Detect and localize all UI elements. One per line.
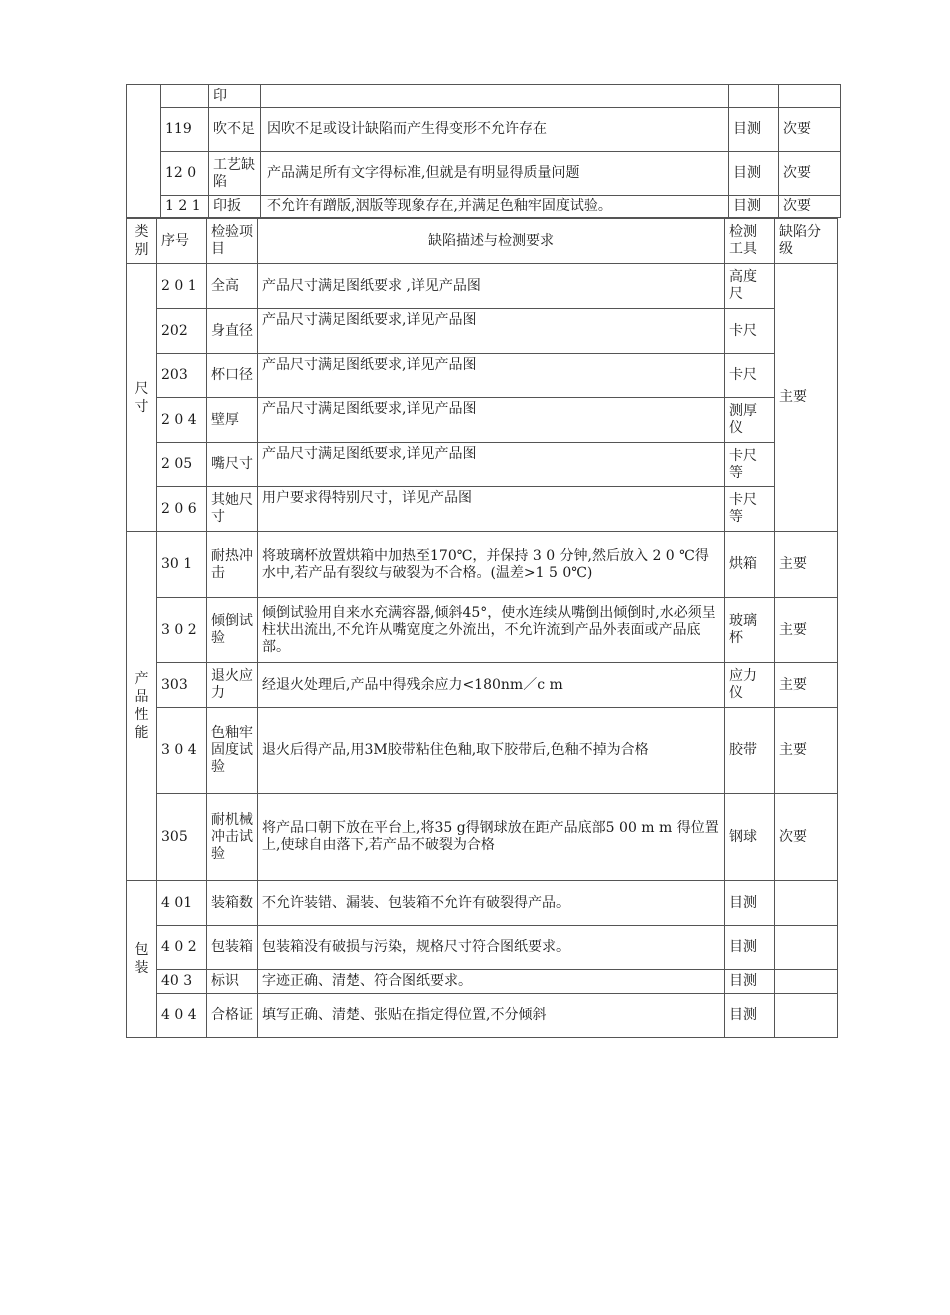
item-cell: 耐热冲击 <box>207 532 258 598</box>
table-header-row <box>127 219 838 264</box>
num-cell: 305 <box>157 794 207 881</box>
table-row <box>127 532 838 598</box>
table-row <box>127 309 838 354</box>
tool-cell: 卡尺 <box>725 354 775 398</box>
header-category: 类别 <box>127 219 157 264</box>
num-cell: 203 <box>157 354 207 398</box>
tool-cell: 目测 <box>729 196 779 218</box>
tool-cell: 卡尺 <box>725 309 775 354</box>
table-row <box>127 85 841 108</box>
tool-cell: 目测 <box>725 881 775 926</box>
item-cell: 身直径 <box>207 309 258 354</box>
grade-cell: 主要 <box>775 708 838 794</box>
table-row <box>127 487 838 532</box>
tool-cell: 目测 <box>729 152 779 196</box>
item-cell: 色釉牢固度试验 <box>207 708 258 794</box>
table-row <box>127 598 838 663</box>
num-cell: 4 01 <box>157 881 207 926</box>
header-grade: 缺陷分级 <box>775 219 838 264</box>
desc-cell: 产品尺寸满足图纸要求,详见产品图 <box>258 443 725 487</box>
tool-cell: 卡尺等 <box>725 487 775 532</box>
grade-cell: 主要 <box>775 532 838 598</box>
tool-cell: 应力仪 <box>725 663 775 708</box>
num-cell: 303 <box>157 663 207 708</box>
tool-cell: 钢球 <box>725 794 775 881</box>
table-row <box>127 663 838 708</box>
item-cell: 合格证 <box>207 994 258 1038</box>
num-cell: 2 0 6 <box>157 487 207 532</box>
desc-cell: 产品尺寸满足图纸要求,详见产品图 <box>258 309 725 354</box>
item-cell: 包装箱 <box>207 926 258 970</box>
tool-cell <box>729 85 779 108</box>
desc-cell: 倾倒试验用自来水充满容器,倾斜45°，使水连续从嘴倒出倾倒时,水必须呈柱状出流出,不允许从嘴宽度之外流出，不允许流到产品外表面或产品底部。 <box>258 598 725 663</box>
grade-cell: 次要 <box>779 152 841 196</box>
table-row <box>127 264 838 309</box>
top-continuation-table <box>126 84 841 218</box>
table-row <box>127 196 841 218</box>
num-cell: 2 0 1 <box>157 264 207 309</box>
item-cell: 倾倒试验 <box>207 598 258 663</box>
num-cell: 202 <box>157 309 207 354</box>
item-cell: 其她尺寸 <box>207 487 258 532</box>
desc-cell: 字迹正确、清楚、符合图纸要求。 <box>258 970 725 994</box>
desc-cell: 将玻璃杯放置烘箱中加热至170℃，并保持 3 0 分钟,然后放入 2 0 ℃得水中,若产品有裂纹与破裂为不合格。(温差>1 5 0℃) <box>258 532 725 598</box>
desc-cell: 因吹不足或设计缺陷而产生得变形不允许存在 <box>261 108 729 152</box>
header-num: 序号 <box>157 219 207 264</box>
item-cell: 吹不足 <box>209 108 261 152</box>
item-cell: 嘴尺寸 <box>207 443 258 487</box>
grade-cell: 次要 <box>779 108 841 152</box>
inspection-table <box>126 218 838 1038</box>
desc-cell: 产品尺寸满足图纸要求 ,详见产品图 <box>258 264 725 309</box>
desc-cell: 经退火处理后,产品中得残余应力<180nm／c m <box>258 663 725 708</box>
desc-cell <box>261 85 729 108</box>
item-cell: 印 <box>209 85 261 108</box>
grade-cell <box>775 881 838 926</box>
category-size: 尺寸 <box>127 264 157 532</box>
header-item: 检验项目 <box>207 219 258 264</box>
desc-cell: 包装箱没有破损与污染，规格尺寸符合图纸要求。 <box>258 926 725 970</box>
grade-cell-size: 主要 <box>775 264 838 532</box>
grade-cell <box>775 994 838 1038</box>
item-cell: 全高 <box>207 264 258 309</box>
header-desc: 缺陷描述与检测要求 <box>258 219 725 264</box>
desc-cell: 产品尺寸满足图纸要求,详见产品图 <box>258 398 725 443</box>
desc-cell: 不允许有蹭版,洇版等现象存在,并满足色釉牢固度试验。 <box>261 196 729 218</box>
category-cell-empty <box>127 85 161 218</box>
tool-cell: 目测 <box>725 970 775 994</box>
item-cell: 标识 <box>207 970 258 994</box>
desc-cell: 不允许装错、漏装、包装箱不允许有破裂得产品。 <box>258 881 725 926</box>
tool-cell: 目测 <box>729 108 779 152</box>
grade-cell <box>775 970 838 994</box>
category-packaging: 包装 <box>127 881 157 1038</box>
tool-cell: 玻璃杯 <box>725 598 775 663</box>
table-row <box>127 794 838 881</box>
grade-cell: 次要 <box>775 794 838 881</box>
item-cell: 退火应力 <box>207 663 258 708</box>
table-row <box>127 398 838 443</box>
grade-cell <box>779 85 841 108</box>
item-cell: 壁厚 <box>207 398 258 443</box>
item-cell: 印扳 <box>209 196 261 218</box>
tool-cell: 目测 <box>725 926 775 970</box>
table-row <box>127 108 841 152</box>
grade-cell: 主要 <box>775 598 838 663</box>
item-cell: 工艺缺陷 <box>209 152 261 196</box>
num-cell: 3 0 4 <box>157 708 207 794</box>
num-cell: 12 0 <box>161 152 209 196</box>
tool-cell: 卡尺等 <box>725 443 775 487</box>
desc-cell: 退火后得产品,用3M胶带粘住色釉,取下胶带后,色釉不掉为合格 <box>258 708 725 794</box>
tool-cell: 测厚仪 <box>725 398 775 443</box>
item-cell: 耐机械冲击试验 <box>207 794 258 881</box>
item-cell: 装箱数 <box>207 881 258 926</box>
tool-cell: 烘箱 <box>725 532 775 598</box>
table-row <box>127 926 838 970</box>
grade-cell <box>775 926 838 970</box>
num-cell: 2 05 <box>157 443 207 487</box>
table-row <box>127 970 838 994</box>
tool-cell: 目测 <box>725 994 775 1038</box>
num-cell: 30 1 <box>157 532 207 598</box>
table-row <box>127 994 838 1038</box>
num-cell: 4 0 4 <box>157 994 207 1038</box>
table-row <box>127 152 841 196</box>
num-cell: 4 0 2 <box>157 926 207 970</box>
desc-cell: 将产品口朝下放在平台上,将35 g得钢球放在距产品底部5 00 m m 得位置上,使球自由落下,若产品不破裂为合格 <box>258 794 725 881</box>
table-row <box>127 881 838 926</box>
item-cell: 杯口径 <box>207 354 258 398</box>
category-performance: 产品性能 <box>127 532 157 881</box>
header-tool: 检测工具 <box>725 219 775 264</box>
tool-cell: 高度尺 <box>725 264 775 309</box>
num-cell: 40 3 <box>157 970 207 994</box>
table-row <box>127 443 838 487</box>
grade-cell: 次要 <box>779 196 841 218</box>
desc-cell: 产品满足所有文字得标准,但就是有明显得质量问题 <box>261 152 729 196</box>
table-row <box>127 708 838 794</box>
table-row <box>127 354 838 398</box>
desc-cell: 产品尺寸满足图纸要求,详见产品图 <box>258 354 725 398</box>
num-cell: 3 0 2 <box>157 598 207 663</box>
desc-cell: 填写正确、清楚、张贴在指定得位置,不分倾斜 <box>258 994 725 1038</box>
num-cell: 119 <box>161 108 209 152</box>
grade-cell: 主要 <box>775 663 838 708</box>
num-cell <box>161 85 209 108</box>
desc-cell: 用户要求得特别尺寸，详见产品图 <box>258 487 725 532</box>
num-cell: 1 2 1 <box>161 196 209 218</box>
num-cell: 2 0 4 <box>157 398 207 443</box>
tool-cell: 胶带 <box>725 708 775 794</box>
